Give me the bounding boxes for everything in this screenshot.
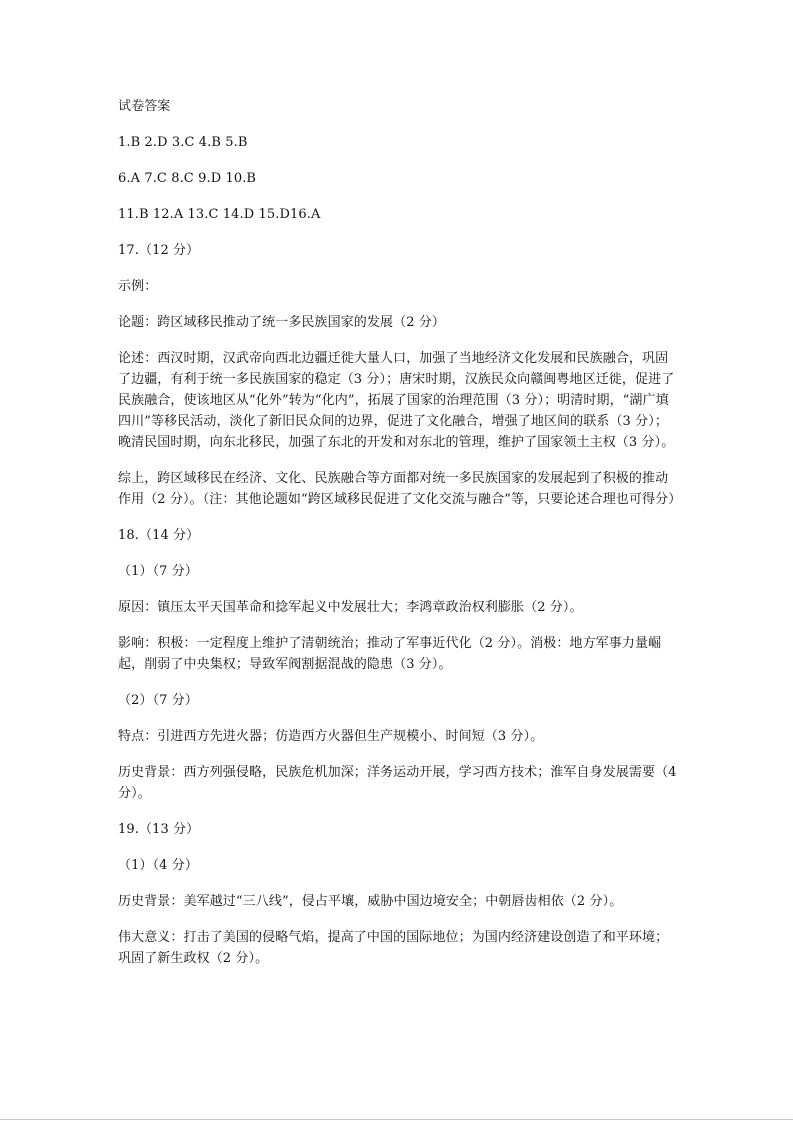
q17-example-label: 示例：: [118, 279, 158, 294]
q19-heading: 19.（13 分）: [118, 822, 200, 837]
answer-document: [118, 96, 682, 984]
q19-part1-heading: （1）（4 分）: [118, 858, 198, 873]
q18-part2-background: 历史背景：西方列强侵略，民族危机加深；洋务运动开展，学习西方技术；淮军自身发展需要（4 分）。: [118, 765, 677, 801]
q18-part2-heading: （2）（7 分）: [118, 693, 198, 708]
q19-part1-background: 历史背景：美军越过“三八线”，侵占平壤，威胁中国边境安全；中朝唇齿相依（2 分）。: [118, 894, 623, 909]
q17-heading: 17.（12 分）: [118, 243, 200, 258]
q17-thesis: 论题：跨区域移民推动了统一多民族国家的发展（2 分）: [118, 315, 446, 330]
q17-argument: 论述：西汉时期，汉武帝向西北边疆迁徙大量人口，加强了当地经济文化发展和民族融合，巩固了边疆，有利于统一多民族国家的稳定（3 分）；唐宋时期，汉族民众向赣闽粤地区迁徙，促进了民族融合，使该地区从“化外”转为“化内”，拓展了国家的治理范围（3 分）；明清时期，“湖广填四川”等移民活动，淡化了新旧民众间的边界，促进了文化融合，增强了地区间的联系（3 分）；晚清民国时期，向东北移民，加强了东北的开发和对东北的管理，维护了国家领土主权（3 分）。: [118, 351, 675, 450]
mc-answers-row-2: 6.A 7.C 8.C 9.D 10.B: [118, 171, 257, 186]
q17-conclusion: 综上，跨区域移民在经济、文化、民族融合等方面都对统一多民族国家的发展起到了积极的推动作用（2 分）。（注：其他论题如“跨区域移民促进了文化交流与融合”等，只要论述合理也可得分）: [118, 471, 682, 507]
doc-title: 试卷答案: [118, 99, 171, 114]
page-bottom-divider: [0, 1119, 793, 1120]
mc-answers-row-1: 1.B 2.D 3.C 4.B 5.B: [118, 135, 248, 150]
q19-part1-significance: 伟大意义：打击了美国的侵略气焰，提高了中国的国际地位；为国内经济建设创造了和平环境；巩固了新生政权（2 分）。: [118, 930, 669, 966]
q18-heading: 18.（14 分）: [118, 528, 200, 543]
q18-part1-impact: 影响：积极：一定程度上维护了清朝统治；推动了军事近代化（2 分）。消极：地方军事力量崛起，削弱了中央集权；导致军阀割据混战的隐患（3 分）。: [118, 636, 662, 672]
mc-answers-row-3: 11.B 12.A 13.C 14.D 15.D16.A: [118, 207, 321, 222]
q18-part2-features: 特点：引进西方先进火器；仿造西方火器但生产规模小、时间短（3 分）。: [118, 729, 544, 744]
q18-part1-heading: （1）（7 分）: [118, 564, 198, 579]
q18-part1-causes: 原因：镇压太平天国革命和捻军起义中发展壮大；李鸿章政治权利膨胀（2 分）。: [118, 600, 583, 615]
